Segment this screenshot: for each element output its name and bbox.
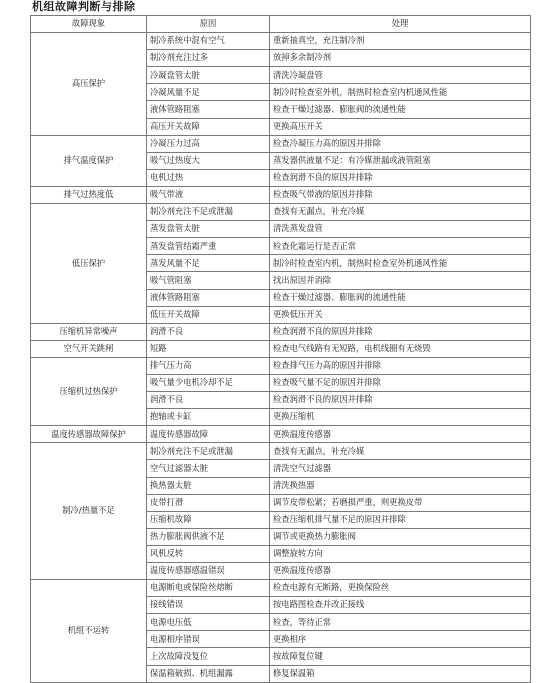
cause-cell: 压缩机故障 [147, 511, 270, 528]
cause-cell: 吸气带液 [147, 186, 270, 203]
cause-cell: 低压开关故障 [147, 306, 270, 323]
table-row [31, 204, 531, 221]
cause-cell: 吸气量少电机冷却不足 [147, 374, 270, 391]
remedy-cell: 检查润滑不良的原因并排除 [270, 323, 531, 340]
remedy-cell: 清洗蒸发盘管 [270, 221, 531, 238]
cause-cell: 保温箱破损、机组漏露 [147, 665, 270, 682]
remedy-cell: 检查吸气量不足的原因并排除 [270, 374, 531, 391]
remedy-cell: 查找有无漏点，补充冷媒 [270, 204, 531, 221]
remedy-cell: 制冷时检查室外机，制热时检查室内机通风性能 [270, 84, 531, 101]
table-row [31, 357, 531, 374]
cause-cell: 制冷剂充注不足或泄漏 [147, 443, 270, 460]
remedy-cell: 清洗冷凝盘管 [270, 67, 531, 84]
cause-cell: 液体管路阻塞 [147, 101, 270, 118]
fault-phenomenon-cell: 压缩机过热保护 [31, 357, 147, 425]
remedy-cell: 检查压缩机排气量不足的原因并排除 [270, 511, 531, 528]
table-row [31, 33, 531, 50]
table-row [31, 443, 531, 460]
remedy-cell: 更换高压开关 [270, 118, 531, 135]
remedy-cell: 蒸发器供液量不足：有冷媒泄漏或液管阻塞 [270, 152, 531, 169]
cause-cell: 电机过热 [147, 169, 270, 186]
cause-cell: 吸气过热度大 [147, 152, 270, 169]
cause-cell: 润滑不良 [147, 392, 270, 409]
table-row [31, 135, 531, 152]
cause-cell: 短路 [147, 340, 270, 357]
remedy-cell: 检查润滑不良的原因并排除 [270, 392, 531, 409]
fault-phenomenon-cell: 排气过热度低 [31, 186, 147, 203]
cause-cell: 温度传感器故障 [147, 426, 270, 443]
remedy-cell: 检查排气压力高的原因并排除 [270, 357, 531, 374]
header-phenomenon: 故障现象 [31, 16, 147, 33]
remedy-cell: 清洗换热器 [270, 477, 531, 494]
cause-cell: 润滑不良 [147, 323, 270, 340]
cause-cell: 抱轴或卡缸 [147, 409, 270, 426]
fault-phenomenon-cell: 制冷/热量不足 [31, 443, 147, 580]
fault-table [30, 15, 531, 683]
cause-cell: 换热器太脏 [147, 477, 270, 494]
fault-phenomenon-cell: 空气开关跳闸 [31, 340, 147, 357]
remedy-cell: 按故障复位键 [270, 648, 531, 665]
cause-cell: 皮带打滑 [147, 494, 270, 511]
cause-cell: 热力膨胀阀供液不足 [147, 528, 270, 545]
remedy-cell: 检查润滑不良的原因并排除 [270, 169, 531, 186]
remedy-cell: 检查干燥过滤器、膨胀阀的流通性能 [270, 101, 531, 118]
cause-cell: 冷凝盘管太脏 [147, 67, 270, 84]
remedy-cell: 重新抽真空，充注制冷剂 [270, 33, 531, 50]
cause-cell: 液体管路阻塞 [147, 289, 270, 306]
cause-cell: 冷凝风量不足 [147, 84, 270, 101]
fault-phenomenon-cell: 压缩机异常噪声 [31, 323, 147, 340]
cause-cell: 吸气管阻塞 [147, 272, 270, 289]
fault-phenomenon-cell: 低压保护 [31, 204, 147, 324]
remedy-cell: 更换相序 [270, 631, 531, 648]
table-row [31, 186, 531, 203]
remedy-cell: 调节或更换热力膨胀阀 [270, 528, 531, 545]
remedy-cell: 检查冷凝压力高的原因并排除 [270, 135, 531, 152]
fault-phenomenon-cell: 机组不运转 [31, 580, 147, 683]
remedy-cell: 检查吸气带液的原因并排除 [270, 186, 531, 203]
cause-cell: 蒸发风量不足 [147, 255, 270, 272]
remedy-cell: 制冷时检查室内机，制热时检查室外机通风性能 [270, 255, 531, 272]
header-remedy: 处理 [270, 16, 531, 33]
cause-cell: 电源相序错误 [147, 631, 270, 648]
cause-cell: 排气压力高 [147, 357, 270, 374]
cause-cell: 高压开关故障 [147, 118, 270, 135]
cause-cell: 上次故障没复位 [147, 648, 270, 665]
cause-cell: 制冷剂充注不足或泄漏 [147, 204, 270, 221]
cause-cell: 蒸发盘管结霜严重 [147, 238, 270, 255]
header-cause: 原因 [147, 16, 270, 33]
table-row [31, 580, 531, 597]
fault-phenomenon-cell: 排气温度保护 [31, 135, 147, 186]
remedy-cell: 检查干燥过滤器、膨胀阀的流通性能 [270, 289, 531, 306]
remedy-cell: 检查化霜运行是否正常 [270, 238, 531, 255]
cause-cell: 温度传感器感温错误 [147, 563, 270, 580]
remedy-cell: 查找有无漏点，补充冷媒 [270, 443, 531, 460]
fault-phenomenon-cell: 温度传感器故障保护 [31, 426, 147, 443]
cause-cell: 空气过滤器太脏 [147, 460, 270, 477]
cause-cell: 电源电压低 [147, 614, 270, 631]
table-row [31, 323, 531, 340]
remedy-cell: 修复保温箱 [270, 665, 531, 682]
cause-cell: 蒸发盘管太脏 [147, 221, 270, 238]
table-header-row [31, 16, 531, 33]
cause-cell: 制冷剂充注过多 [147, 50, 270, 67]
remedy-cell: 清洗空气过滤器 [270, 460, 531, 477]
remedy-cell: 更换压缩机 [270, 409, 531, 426]
cause-cell: 冷凝压力过高 [147, 135, 270, 152]
cause-cell: 电源断电或保险丝熔断 [147, 580, 270, 597]
remedy-cell: 放掉多余制冷剂 [270, 50, 531, 67]
remedy-cell: 更换低压开关 [270, 306, 531, 323]
page-title: 机组故障判断与排除 [32, 0, 136, 13]
cause-cell: 接线错误 [147, 597, 270, 614]
remedy-cell: 更换温度传感器 [270, 426, 531, 443]
remedy-cell: 调整旋转方向 [270, 545, 531, 562]
table-row [31, 426, 531, 443]
remedy-cell: 检查电气线路有无短路，电机线圈有无烧毁 [270, 340, 531, 357]
remedy-cell: 调节皮带松紧；若磨损严重，则更换皮带 [270, 494, 531, 511]
cause-cell: 风机反转 [147, 545, 270, 562]
table-row [31, 340, 531, 357]
fault-phenomenon-cell: 高压保护 [31, 33, 147, 136]
remedy-cell: 按电路图检查并改正接线 [270, 597, 531, 614]
remedy-cell: 检查电源有无断路，更换保险丝 [270, 580, 531, 597]
remedy-cell: 检查，等待正常 [270, 614, 531, 631]
remedy-cell: 找出原因并消除 [270, 272, 531, 289]
remedy-cell: 更换温度传感器 [270, 563, 531, 580]
cause-cell: 制冷系统中混有空气 [147, 33, 270, 50]
